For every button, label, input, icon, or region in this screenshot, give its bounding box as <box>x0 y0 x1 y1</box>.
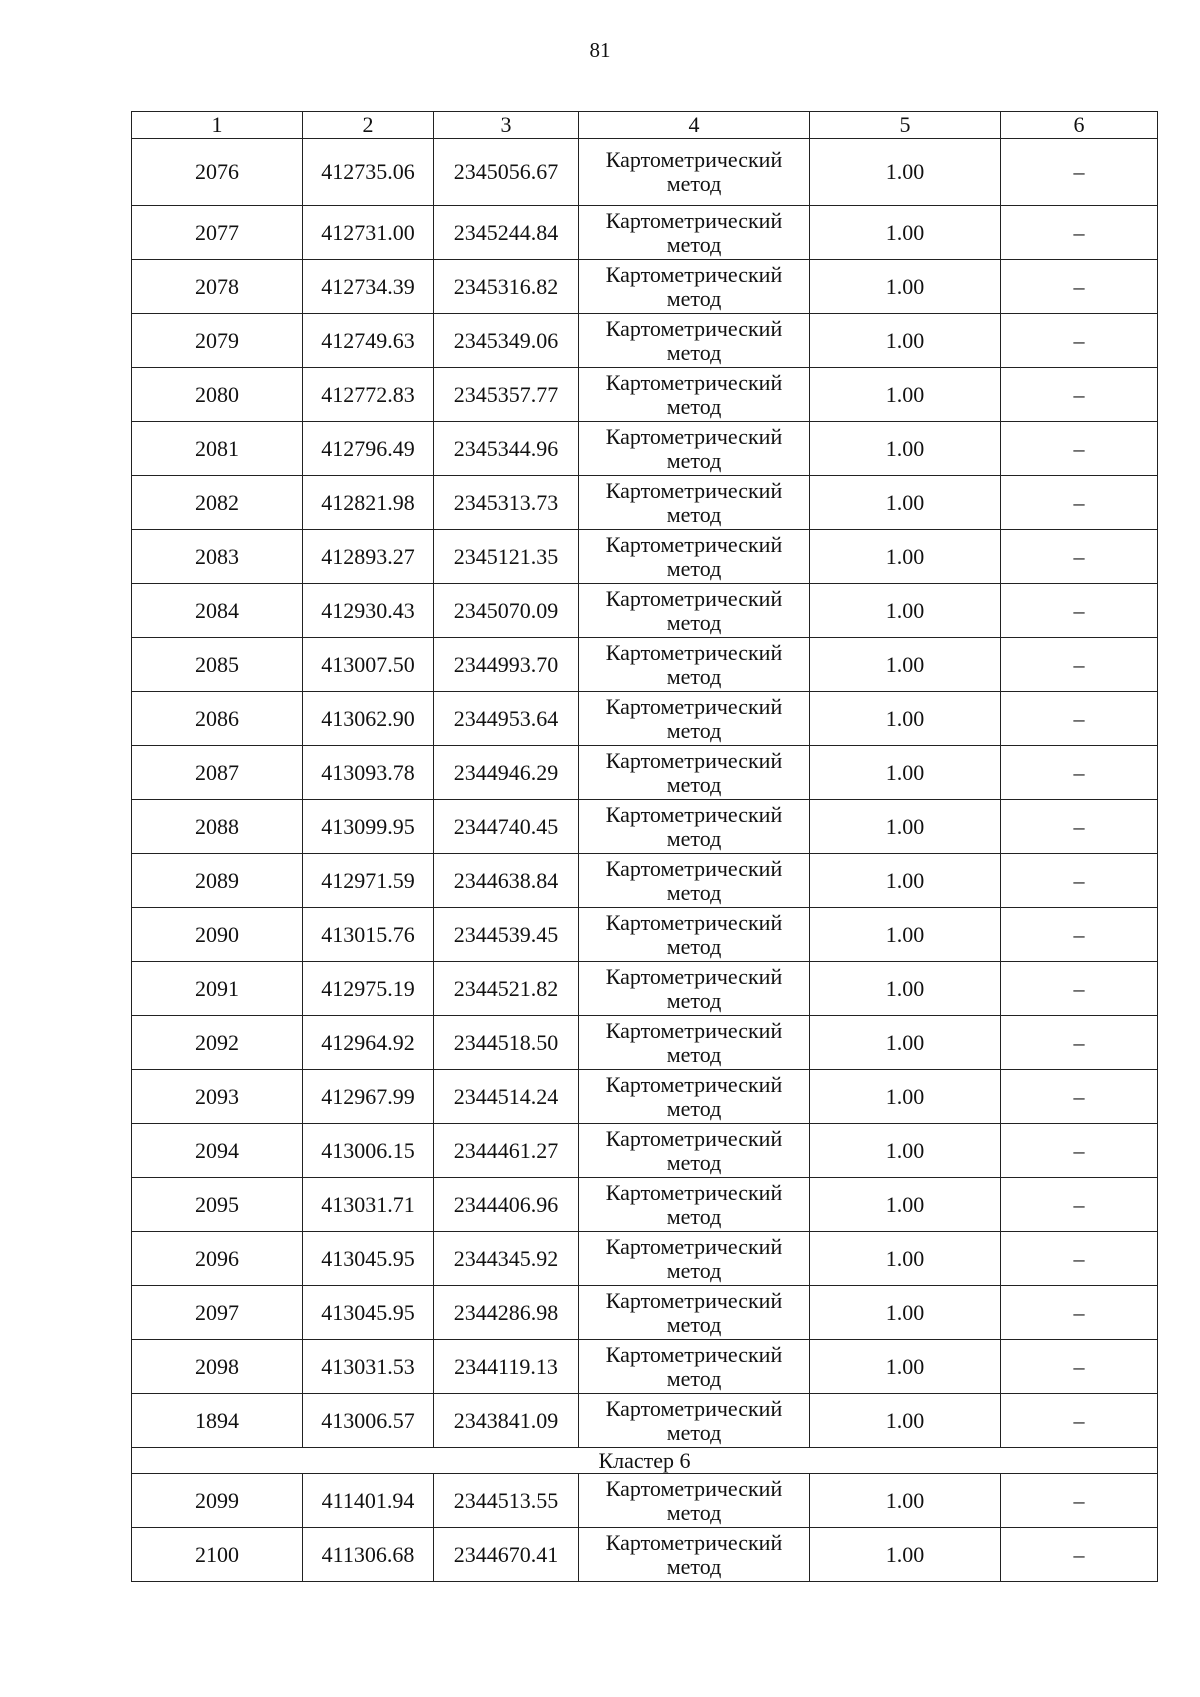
note-cell: – <box>1001 530 1158 584</box>
table-row <box>132 908 1158 962</box>
table-row <box>132 1232 1158 1286</box>
point-number-cell: 2089 <box>132 854 303 908</box>
accuracy-cell: 1.00 <box>810 206 1001 260</box>
point-number-cell: 2082 <box>132 476 303 530</box>
table-row <box>132 139 1158 206</box>
column-header-2: 2 <box>303 112 434 139</box>
method-text-line-2: метод <box>666 663 722 689</box>
point-number-cell: 2093 <box>132 1070 303 1124</box>
note-cell: – <box>1001 206 1158 260</box>
method-text-line-1: Картометрический <box>605 1475 783 1501</box>
point-number-cell: 2096 <box>132 1232 303 1286</box>
note-cell: – <box>1001 1016 1158 1070</box>
accuracy-cell: 1.00 <box>810 1528 1001 1582</box>
method-text-line-1: Картометрический <box>605 963 783 989</box>
method-cell <box>579 800 810 854</box>
note-cell: – <box>1001 422 1158 476</box>
y-coordinate-cell: 2344286.98 <box>434 1286 579 1340</box>
method-text-line-1: Картометрический <box>605 1179 783 1205</box>
table-row <box>132 1394 1158 1448</box>
method-text-line-1: Картометрический <box>605 801 783 827</box>
x-coordinate-cell: 413045.95 <box>303 1286 434 1340</box>
method-text-line-1: Картометрический <box>605 423 783 449</box>
method-cell <box>579 1178 810 1232</box>
x-coordinate-cell: 412821.98 <box>303 476 434 530</box>
page-number: 81 <box>589 38 611 62</box>
point-number-cell: 2088 <box>132 800 303 854</box>
y-coordinate-cell: 2345313.73 <box>434 476 579 530</box>
method-text-line-1: Картометрический <box>605 639 783 665</box>
accuracy-cell: 1.00 <box>810 638 1001 692</box>
table-row <box>132 962 1158 1016</box>
column-header-3: 3 <box>434 112 579 139</box>
x-coordinate-cell: 413031.53 <box>303 1340 434 1394</box>
note-cell: – <box>1001 368 1158 422</box>
table-row <box>132 1340 1158 1394</box>
table-row <box>132 1016 1158 1070</box>
accuracy-cell: 1.00 <box>810 139 1001 206</box>
method-text-line-1: Картометрический <box>605 1071 783 1097</box>
method-text-line-1: Картометрический <box>605 693 783 719</box>
x-coordinate-cell: 412967.99 <box>303 1070 434 1124</box>
method-text-line-2: метод <box>666 1257 722 1283</box>
point-number-cell: 2091 <box>132 962 303 1016</box>
note-cell: – <box>1001 1340 1158 1394</box>
column-header-1: 1 <box>132 112 303 139</box>
table-row <box>132 260 1158 314</box>
note-cell: – <box>1001 1394 1158 1448</box>
x-coordinate-cell: 413007.50 <box>303 638 434 692</box>
note-cell: – <box>1001 139 1158 206</box>
point-number-cell: 2100 <box>132 1528 303 1582</box>
note-cell: – <box>1001 800 1158 854</box>
point-number-cell: 2092 <box>132 1016 303 1070</box>
method-text-line-1: Картометрический <box>605 1233 783 1259</box>
table-header-row <box>132 112 1158 139</box>
y-coordinate-cell: 2344461.27 <box>434 1124 579 1178</box>
method-text-line-2: метод <box>666 879 722 905</box>
method-cell <box>579 476 810 530</box>
y-coordinate-cell: 2344521.82 <box>434 962 579 1016</box>
y-coordinate-cell: 2344518.50 <box>434 1016 579 1070</box>
accuracy-cell: 1.00 <box>810 476 1001 530</box>
note-cell: – <box>1001 908 1158 962</box>
accuracy-cell: 1.00 <box>810 1178 1001 1232</box>
method-text-line-1: Картометрический <box>605 369 783 395</box>
y-coordinate-cell: 2345244.84 <box>434 206 579 260</box>
table-row <box>132 1286 1158 1340</box>
table-row <box>132 1178 1158 1232</box>
note-cell: – <box>1001 584 1158 638</box>
note-cell: – <box>1001 1474 1158 1528</box>
point-number-cell: 2087 <box>132 746 303 800</box>
x-coordinate-cell: 413006.15 <box>303 1124 434 1178</box>
y-coordinate-cell: 2344119.13 <box>434 1340 579 1394</box>
y-coordinate-cell: 2345316.82 <box>434 260 579 314</box>
x-coordinate-cell: 413093.78 <box>303 746 434 800</box>
accuracy-cell: 1.00 <box>810 368 1001 422</box>
method-text-line-2: метод <box>666 171 722 196</box>
method-cell <box>579 260 810 314</box>
note-cell: – <box>1001 1124 1158 1178</box>
method-text-line-1: Картометрический <box>605 1017 783 1043</box>
x-coordinate-cell: 412731.00 <box>303 206 434 260</box>
table-row <box>132 1474 1158 1528</box>
note-cell: – <box>1001 1178 1158 1232</box>
note-cell: – <box>1001 692 1158 746</box>
accuracy-cell: 1.00 <box>810 530 1001 584</box>
method-text-line-2: метод <box>666 1311 722 1337</box>
y-coordinate-cell: 2344670.41 <box>434 1528 579 1582</box>
y-coordinate-cell: 2344953.64 <box>434 692 579 746</box>
column-header-4: 4 <box>579 112 810 139</box>
accuracy-cell: 1.00 <box>810 962 1001 1016</box>
accuracy-cell: 1.00 <box>810 1232 1001 1286</box>
method-text-line-2: метод <box>666 555 722 581</box>
method-text-line-2: метод <box>666 285 722 311</box>
x-coordinate-cell: 412975.19 <box>303 962 434 1016</box>
method-text-line-1: Картометрический <box>605 855 783 881</box>
method-cell <box>579 1070 810 1124</box>
method-cell <box>579 692 810 746</box>
method-cell <box>579 854 810 908</box>
note-cell: – <box>1001 476 1158 530</box>
cluster-label: Кластер 6 <box>132 1448 1158 1474</box>
method-cell <box>579 422 810 476</box>
accuracy-cell: 1.00 <box>810 260 1001 314</box>
method-text-line-2: метод <box>666 1149 722 1175</box>
point-number-cell: 2084 <box>132 584 303 638</box>
method-cell <box>579 1474 810 1528</box>
method-text-line-1: Картометрический <box>605 1341 783 1367</box>
method-text-line-1: Картометрический <box>605 531 783 557</box>
x-coordinate-cell: 413045.95 <box>303 1232 434 1286</box>
method-cell <box>579 139 810 206</box>
x-coordinate-cell: 412796.49 <box>303 422 434 476</box>
note-cell: – <box>1001 854 1158 908</box>
y-coordinate-cell: 2345349.06 <box>434 314 579 368</box>
table-body <box>132 112 1158 1582</box>
y-coordinate-cell: 2344345.92 <box>434 1232 579 1286</box>
note-cell: – <box>1001 260 1158 314</box>
method-cell <box>579 1528 810 1582</box>
method-cell <box>579 206 810 260</box>
accuracy-cell: 1.00 <box>810 1474 1001 1528</box>
x-coordinate-cell: 411306.68 <box>303 1528 434 1582</box>
point-number-cell: 2077 <box>132 206 303 260</box>
accuracy-cell: 1.00 <box>810 314 1001 368</box>
note-cell: – <box>1001 1528 1158 1582</box>
point-number-cell: 2081 <box>132 422 303 476</box>
table-row <box>132 368 1158 422</box>
accuracy-cell: 1.00 <box>810 584 1001 638</box>
x-coordinate-cell: 411401.94 <box>303 1474 434 1528</box>
accuracy-cell: 1.00 <box>810 1070 1001 1124</box>
point-number-cell: 2086 <box>132 692 303 746</box>
method-text-line-2: метод <box>666 717 722 743</box>
x-coordinate-cell: 413015.76 <box>303 908 434 962</box>
method-text-line-1: Картометрический <box>605 1125 783 1151</box>
x-coordinate-cell: 412772.83 <box>303 368 434 422</box>
note-cell: – <box>1001 314 1158 368</box>
table-row <box>132 1070 1158 1124</box>
method-text-line-1: Картометрический <box>605 1395 783 1421</box>
y-coordinate-cell: 2344514.24 <box>434 1070 579 1124</box>
y-coordinate-cell: 2343841.09 <box>434 1394 579 1448</box>
method-text-line-2: метод <box>666 609 722 635</box>
table-row <box>132 206 1158 260</box>
note-cell: – <box>1001 638 1158 692</box>
method-cell <box>579 1016 810 1070</box>
y-coordinate-cell: 2344513.55 <box>434 1474 579 1528</box>
table-row <box>132 584 1158 638</box>
method-cell <box>579 908 810 962</box>
method-text-line-2: метод <box>666 1365 722 1391</box>
y-coordinate-cell: 2344638.84 <box>434 854 579 908</box>
table-row <box>132 422 1158 476</box>
method-text-line-2: метод <box>666 1419 722 1445</box>
method-text-line-2: метод <box>666 771 722 797</box>
y-coordinate-cell: 2345056.67 <box>434 139 579 206</box>
method-cell <box>579 746 810 800</box>
accuracy-cell: 1.00 <box>810 908 1001 962</box>
table-row <box>132 314 1158 368</box>
method-text-line-1: Картометрический <box>605 477 783 503</box>
method-cell <box>579 1124 810 1178</box>
method-cell <box>579 368 810 422</box>
point-number-cell: 1894 <box>132 1394 303 1448</box>
method-cell <box>579 962 810 1016</box>
method-text-line-2: метод <box>666 393 722 419</box>
method-text-line-2: метод <box>666 987 722 1013</box>
point-number-cell: 2098 <box>132 1340 303 1394</box>
table-row <box>132 1528 1158 1582</box>
x-coordinate-cell: 412734.39 <box>303 260 434 314</box>
method-text-line-1: Картометрический <box>605 315 783 341</box>
point-number-cell: 2085 <box>132 638 303 692</box>
note-cell: – <box>1001 1070 1158 1124</box>
method-text-line-2: метод <box>666 1499 722 1525</box>
x-coordinate-cell: 413031.71 <box>303 1178 434 1232</box>
note-cell: – <box>1001 746 1158 800</box>
accuracy-cell: 1.00 <box>810 1340 1001 1394</box>
note-cell: – <box>1001 962 1158 1016</box>
method-text-line-2: метод <box>666 231 722 257</box>
table-row <box>132 638 1158 692</box>
accuracy-cell: 1.00 <box>810 800 1001 854</box>
y-coordinate-cell: 2344993.70 <box>434 638 579 692</box>
x-coordinate-cell: 413006.57 <box>303 1394 434 1448</box>
point-number-cell: 2097 <box>132 1286 303 1340</box>
table-row <box>132 692 1158 746</box>
method-text-line-1: Картометрический <box>605 1529 783 1555</box>
x-coordinate-cell: 413062.90 <box>303 692 434 746</box>
point-number-cell: 2095 <box>132 1178 303 1232</box>
cluster-row <box>132 1448 1158 1474</box>
table-row <box>132 854 1158 908</box>
method-cell <box>579 530 810 584</box>
point-number-cell: 2080 <box>132 368 303 422</box>
method-cell <box>579 1340 810 1394</box>
point-number-cell: 2090 <box>132 908 303 962</box>
point-number-cell: 2079 <box>132 314 303 368</box>
method-text-line-2: метод <box>666 447 722 473</box>
method-text-line-2: метод <box>666 1203 722 1229</box>
method-text-line-2: метод <box>666 825 722 851</box>
y-coordinate-cell: 2345121.35 <box>434 530 579 584</box>
method-text-line-2: метод <box>666 501 722 527</box>
method-cell <box>579 1286 810 1340</box>
coordinates-table <box>131 111 1158 1582</box>
accuracy-cell: 1.00 <box>810 1394 1001 1448</box>
method-text-line-2: метод <box>666 1553 722 1579</box>
y-coordinate-cell: 2344406.96 <box>434 1178 579 1232</box>
accuracy-cell: 1.00 <box>810 1286 1001 1340</box>
y-coordinate-cell: 2344539.45 <box>434 908 579 962</box>
method-text-line-2: метод <box>666 1041 722 1067</box>
x-coordinate-cell: 412893.27 <box>303 530 434 584</box>
table-row <box>132 746 1158 800</box>
method-text-line-1: Картометрический <box>605 261 783 287</box>
x-coordinate-cell: 413099.95 <box>303 800 434 854</box>
point-number-cell: 2083 <box>132 530 303 584</box>
method-text-line-2: метод <box>666 1095 722 1121</box>
x-coordinate-cell: 412930.43 <box>303 584 434 638</box>
method-cell <box>579 638 810 692</box>
accuracy-cell: 1.00 <box>810 854 1001 908</box>
y-coordinate-cell: 2344946.29 <box>434 746 579 800</box>
method-cell <box>579 1394 810 1448</box>
accuracy-cell: 1.00 <box>810 1016 1001 1070</box>
column-header-5: 5 <box>810 112 1001 139</box>
method-cell <box>579 584 810 638</box>
y-coordinate-cell: 2344740.45 <box>434 800 579 854</box>
method-text-line-1: Картометрический <box>605 747 783 773</box>
x-coordinate-cell: 412749.63 <box>303 314 434 368</box>
method-cell <box>579 1232 810 1286</box>
method-cell <box>579 314 810 368</box>
method-text-line-1: Картометрический <box>605 1287 783 1313</box>
point-number-cell: 2094 <box>132 1124 303 1178</box>
table-row <box>132 476 1158 530</box>
table-row <box>132 1124 1158 1178</box>
note-cell: – <box>1001 1232 1158 1286</box>
note-cell: – <box>1001 1286 1158 1340</box>
column-header-6: 6 <box>1001 112 1158 139</box>
table-row <box>132 800 1158 854</box>
y-coordinate-cell: 2345070.09 <box>434 584 579 638</box>
x-coordinate-cell: 412964.92 <box>303 1016 434 1070</box>
table-row <box>132 530 1158 584</box>
point-number-cell: 2099 <box>132 1474 303 1528</box>
point-number-cell: 2078 <box>132 260 303 314</box>
method-text-line-1: Картометрический <box>605 585 783 611</box>
x-coordinate-cell: 412735.06 <box>303 139 434 206</box>
method-text-line-2: метод <box>666 339 722 365</box>
method-text-line-1: Картометрический <box>605 147 783 172</box>
accuracy-cell: 1.00 <box>810 1124 1001 1178</box>
point-number-cell: 2076 <box>132 139 303 206</box>
y-coordinate-cell: 2345357.77 <box>434 368 579 422</box>
accuracy-cell: 1.00 <box>810 422 1001 476</box>
y-coordinate-cell: 2345344.96 <box>434 422 579 476</box>
x-coordinate-cell: 412971.59 <box>303 854 434 908</box>
accuracy-cell: 1.00 <box>810 746 1001 800</box>
method-text-line-1: Картометрический <box>605 909 783 935</box>
method-text-line-2: метод <box>666 933 722 959</box>
method-text-line-1: Картометрический <box>605 207 783 233</box>
accuracy-cell: 1.00 <box>810 692 1001 746</box>
